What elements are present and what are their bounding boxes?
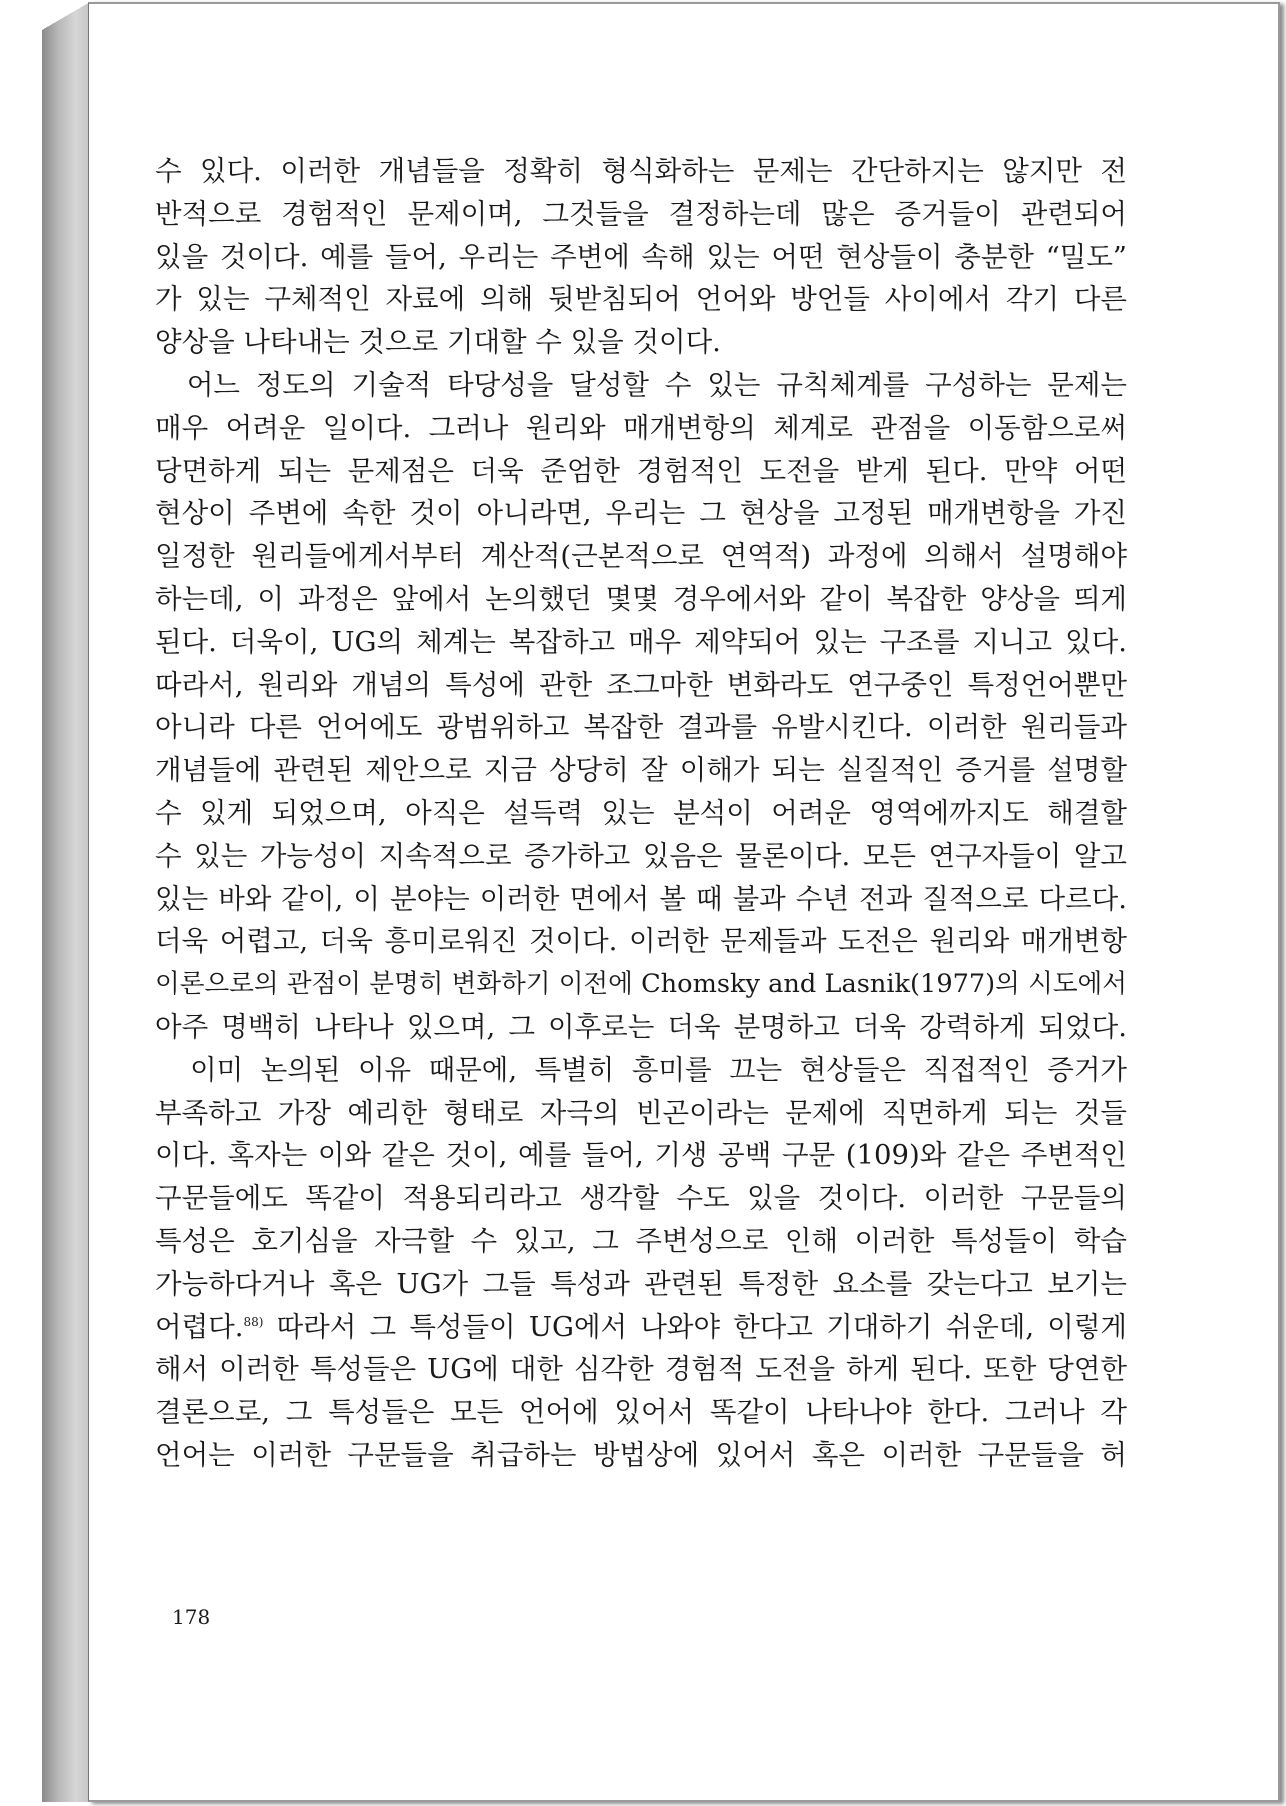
text-line: 이다. 혹자는 이와 같은 것이, 예를 들어, 기생 공백 구문 (109)와 같은 주변적인 bbox=[155, 1139, 1127, 1172]
book-spine bbox=[42, 2, 90, 1802]
text-line: 특성은 호기심을 자극할 수 있고, 그 주변성으로 인해 이러한 특성들이 학습 bbox=[155, 1224, 1127, 1257]
text-line: 있을 것이다. 예를 들어, 우리는 주변에 속해 있는 어떤 현상들이 충분한 “밀도” bbox=[155, 240, 1127, 273]
text-line: 아니라 다른 언어에도 광범위하고 복잡한 결과를 유발시킨다. 이러한 원리들과 bbox=[155, 711, 1127, 744]
body-text bbox=[155, 150, 1127, 1477]
text-line: 개념들에 관련된 제안으로 지금 상당히 잘 이해가 되는 실질적인 증거를 설명할 bbox=[155, 754, 1127, 787]
text-line: 언어는 이러한 구문들을 취급하는 방법상에 있어서 혹은 이러한 구문들을 허 bbox=[155, 1438, 1127, 1471]
text-line: 구문들에도 똑같이 적용되리라고 생각할 수도 있을 것이다. 이러한 구문들의 bbox=[155, 1182, 1127, 1215]
text-line: 있는 바와 같이, 이 분야는 이러한 면에서 볼 때 불과 수년 전과 질적으로 다르다. bbox=[155, 882, 1127, 915]
text-line: 당면하게 되는 문제점은 더욱 준엄한 경험적인 도전을 받게 된다. 만약 어떤 bbox=[155, 454, 1127, 487]
text-line: 된다. 더욱이, UG의 체계는 복잡하고 매우 제약되어 있는 구조를 지니고 있다. bbox=[155, 625, 1127, 658]
page-number: 178 bbox=[172, 1605, 211, 1629]
text-line: 일정한 원리들에게서부터 계산적(근본적으로 연역적) 과정에 의해서 설명해야 bbox=[155, 540, 1127, 573]
text-line: 해서 이러한 특성들은 UG에 대한 심각한 경험적 도전을 하게 된다. 또한 당연한 bbox=[155, 1353, 1127, 1386]
text-line: 매우 어려운 일이다. 그러나 원리와 매개변항의 체계로 관점을 이동함으로써 bbox=[155, 411, 1127, 444]
text-line: 하는데, 이 과정은 앞에서 논의했던 몇몇 경우에서와 같이 복잡한 양상을 띄게 bbox=[155, 582, 1127, 615]
text-segment: 따라서 그 특성들이 UG에서 나와야 한다고 기대하기 쉬운데, 이렇게 bbox=[263, 1310, 1127, 1343]
text-line: 부족하고 가장 예리한 형태로 자극의 빈곤이라는 문제에 직면하게 되는 것들 bbox=[155, 1096, 1127, 1129]
text-line: 더욱 어렵고, 더욱 흥미로워진 것이다. 이러한 문제들과 도전은 원리와 매개변항 bbox=[155, 925, 1127, 958]
text-segment: 어렵다. bbox=[155, 1310, 244, 1343]
text-line: 수 있게 되었으며, 아직은 설득력 있는 분석이 어려운 영역에까지도 해결할 bbox=[155, 796, 1127, 829]
paragraph-start-line: 어느 정도의 기술적 타당성을 달성할 수 있는 규칙체계를 구성하는 문제는 bbox=[155, 368, 1127, 401]
text-line: 현상이 주변에 속한 것이 아니라면, 우리는 그 현상을 고정된 매개변항을 가진 bbox=[155, 497, 1127, 530]
text-line: 이론으로의 관점이 분명히 변화하기 이전에 Chomsky and Lasnik(1977)의 시도에서 bbox=[155, 969, 1127, 1000]
text-line: 양상을 나타내는 것으로 기대할 수 있을 것이다. bbox=[155, 326, 721, 359]
text-line: 수 있다. 이러한 개념들을 정확히 형식화하는 문제는 간단하지는 않지만 전 bbox=[155, 155, 1127, 187]
text-line: 따라서, 원리와 개념의 특성에 관한 조그마한 변화라도 연구중인 특정언어뿐만 bbox=[155, 668, 1127, 701]
footnote-line bbox=[155, 1306, 1127, 1349]
text-line: 수 있는 가능성이 지속적으로 증가하고 있음은 물론이다. 모든 연구자들이 알고 bbox=[155, 839, 1127, 872]
text-line: 반적으로 경험적인 문제이며, 그것들을 결정하는데 많은 증거들이 관련되어 bbox=[155, 197, 1127, 230]
text-line: 결론으로, 그 특성들은 모든 언어에 있어서 똑같이 나타나야 한다. 그러나 각 bbox=[155, 1396, 1127, 1429]
text-line: 가능하다거나 혹은 UG가 그들 특성과 관련된 특정한 요소를 갖는다고 보기는 bbox=[155, 1267, 1127, 1300]
text-line: 가 있는 구체적인 자료에 의해 뒷받침되어 언어와 방언들 사이에서 각기 다른 bbox=[155, 283, 1127, 316]
footnote-marker: 88) bbox=[243, 1314, 264, 1329]
paragraph-start-line: 이미 논의된 이유 때문에, 특별히 흥미를 끄는 현상들은 직접적인 증거가 bbox=[155, 1053, 1127, 1086]
text-line: 아주 명백히 나타나 있으며, 그 이후로는 더욱 분명하고 더욱 강력하게 되었다. bbox=[155, 1010, 1127, 1043]
